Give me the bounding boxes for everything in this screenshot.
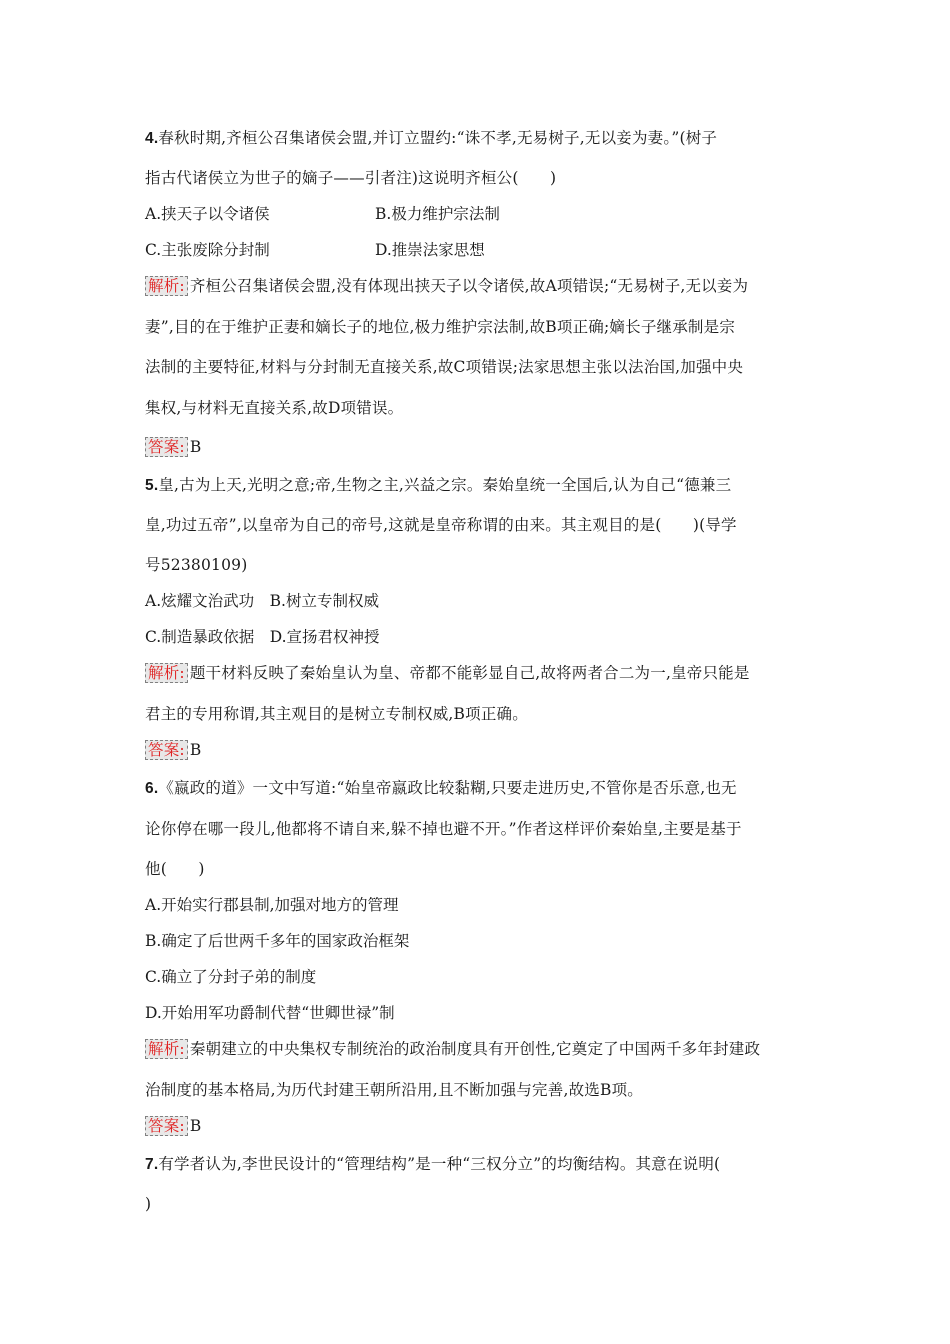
- q6-option-d: D.开始用军功爵制代替“世卿世禄”制: [145, 1004, 395, 1022]
- q5-number: 5.: [145, 477, 159, 494]
- q6-option-b: B.确定了后世两千多年的国家政治框架: [145, 932, 410, 950]
- q6-stem-line-1: 6.《嬴政的道》一文中写道:“始皇帝嬴政比较黏糊,只要走进历史,不管你是否乐意,也无: [145, 779, 737, 797]
- q4-analysis-line-2: 妻”,目的在于维护正妻和嫡长子的地位,极力维护宗法制,故B项正确;嫡长子继承制是宗: [145, 318, 736, 336]
- q6-analysis-line-1: 解析: 秦朝建立的中央集权专制统治的政治制度具有开创性,它奠定了中国两千多年封建政: [145, 1038, 810, 1060]
- q7-stem-line-2: ): [145, 1195, 152, 1213]
- q6-option-c: C.确立了分封子弟的制度: [145, 968, 317, 986]
- q4-stem-line-2: 指古代诸侯立为世子的嫡子——引者注)这说明齐桓公( ): [145, 169, 557, 187]
- q6-answer: [145, 1115, 810, 1137]
- q5-stem-line-3: 号52380109): [145, 556, 248, 574]
- q5-options-line-2: C.制造暴政依据 D.宣扬君权神授: [145, 628, 380, 646]
- q4-stem-line-1: 4.春秋时期,齐桓公召集诸侯会盟,并订立盟约:“诛不孝,无易树子,无以妾为妻。”(树子: [145, 129, 718, 147]
- q4-answer: [145, 436, 810, 458]
- q4-option-a: A.挟天子以令诸侯: [145, 205, 270, 223]
- analysis-label: 解析:: [145, 276, 188, 296]
- answer-label: 答案:: [145, 740, 188, 760]
- q6-stem-line-2: 论你停在哪一段儿,他都将不请自来,躲不掉也避不开。”作者这样评价秦始皇,主要是基于: [145, 820, 742, 838]
- q4-option-d: D.推崇法家思想: [375, 241, 485, 259]
- q7-number: 7.: [145, 1156, 159, 1173]
- q5-answer: [145, 739, 810, 761]
- q5-stem-line-2: 皇,功过五帝”,以皇帝为自己的帝号,这就是皇帝称谓的由来。其主观目的是( )(导学: [145, 516, 737, 534]
- q4-number: 4.: [145, 130, 159, 147]
- q5-analysis-line-1: 解析: 题干材料反映了秦始皇认为皇、帝都不能彰显自己,故将两者合二为一,皇帝只能是: [145, 662, 810, 684]
- analysis-label: 解析:: [145, 663, 188, 683]
- analysis-label: 解析:: [145, 1039, 188, 1059]
- q4-answer-value: B: [189, 438, 202, 456]
- q7-stem-line-1: 7.有学者认为,李世民设计的“管理结构”是一种“三权分立”的均衡结构。其意在说明(: [145, 1155, 721, 1173]
- q6-analysis-line-2: 治制度的基本格局,为历代封建王朝所沿用,且不断加强与完善,故选B项。: [145, 1081, 643, 1099]
- q5-analysis-line-2: 君主的专用称谓,其主观目的是树立专制权威,B项正确。: [145, 705, 528, 723]
- q5-answer-value: B: [189, 741, 202, 759]
- q4-option-b: B.极力维护宗法制: [375, 205, 500, 223]
- q4-analysis-line-4: 集权,与材料无直接关系,故D项错误。: [145, 399, 404, 417]
- q5-options-line-1: A.炫耀文治武功 B.树立专制权威: [145, 592, 379, 610]
- answer-label: 答案:: [145, 1116, 188, 1136]
- q6-stem-line-3: 他( ): [145, 860, 205, 878]
- q6-answer-value: B: [189, 1117, 202, 1135]
- q4-analysis-line-1: 解析: 齐桓公召集诸侯会盟,没有体现出挟天子以令诸侯,故A项错误;“无易树子,无以妾为: [145, 275, 810, 297]
- q6-option-a: A.开始实行郡县制,加强对地方的管理: [145, 896, 399, 914]
- q4-analysis-line-3: 法制的主要特征,材料与分封制无直接关系,故C项错误;法家思想主张以法治国,加强中央: [145, 358, 744, 376]
- q5-stem-line-1: 5.皇,古为上天,光明之意;帝,生物之主,兴益之宗。秦始皇统一全国后,认为自己“德兼三: [145, 476, 732, 494]
- q6-number: 6.: [145, 780, 159, 797]
- answer-label: 答案:: [145, 437, 188, 457]
- q4-option-c: C.主张废除分封制: [145, 241, 270, 259]
